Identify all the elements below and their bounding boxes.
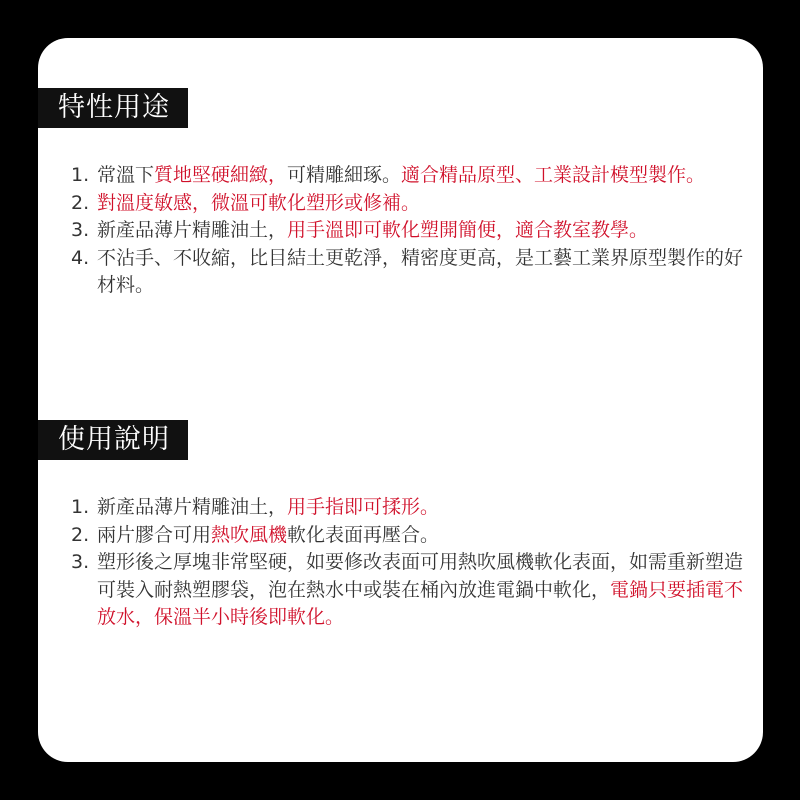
item-number: 2. <box>71 523 90 546</box>
body-text: 常溫下 <box>97 164 155 186</box>
list-item <box>71 190 761 218</box>
item-text <box>95 245 761 300</box>
item-text <box>95 190 761 218</box>
highlighted-text: 質地堅硬細緻， <box>154 164 288 186</box>
item-number: 1. <box>71 164 90 186</box>
item-number: 3. <box>71 551 90 573</box>
features-list <box>71 162 761 300</box>
highlighted-text: 適合精品原型、工業設計模型製作。 <box>401 164 706 186</box>
item-number: 1. <box>71 496 90 518</box>
highlighted-text: 用手指即可揉形。 <box>287 496 440 518</box>
list-item <box>71 217 761 245</box>
list-item <box>71 494 761 522</box>
features-section <box>38 88 763 300</box>
body-text: 塑形後之厚塊非常堅硬，如要修改表面可用熱吹風機軟化表面，如需重新塑造可裝入耐熱塑膠袋，泡在熱水中或裝在桶內放進電鍋中軟化， <box>97 551 744 601</box>
body-text: 不沾手、不收縮，比目結土更乾淨，精密度更高，是工藝工業界原型製作的好材料。 <box>97 246 744 296</box>
item-text <box>95 522 761 550</box>
item-text <box>95 217 761 245</box>
item-text <box>95 549 761 632</box>
item-text <box>95 162 761 190</box>
list-item <box>71 245 761 300</box>
item-number: 4. <box>71 246 90 269</box>
features-heading: 特性用途 <box>38 88 188 128</box>
item-number: 2. <box>71 191 90 214</box>
body-text: 新產品薄片精雕油土， <box>97 219 288 241</box>
usage-section <box>38 420 763 632</box>
highlighted-text: 用手溫即可軟化塑開簡便，適合教室教學。 <box>287 219 649 241</box>
body-text: 可精雕細琢。 <box>287 164 402 186</box>
highlighted-text: 電鍋只要插電不放水，保溫半小時後即軟化。 <box>97 578 744 628</box>
item-text <box>95 494 761 522</box>
list-item <box>71 549 761 632</box>
usage-heading: 使用說明 <box>38 420 188 460</box>
info-card <box>38 38 763 762</box>
body-text: 新產品薄片精雕油土， <box>97 496 288 518</box>
highlighted-text: 熱吹風機 <box>211 523 288 546</box>
list-item <box>71 522 761 550</box>
usage-list <box>71 494 761 632</box>
list-item <box>71 162 761 190</box>
item-number: 3. <box>71 219 90 241</box>
highlighted-text: 對溫度敏感，微溫可軟化塑形或修補。 <box>97 191 421 214</box>
body-text: 兩片膠合可用 <box>97 523 212 546</box>
body-text: 軟化表面再壓合。 <box>287 523 440 546</box>
